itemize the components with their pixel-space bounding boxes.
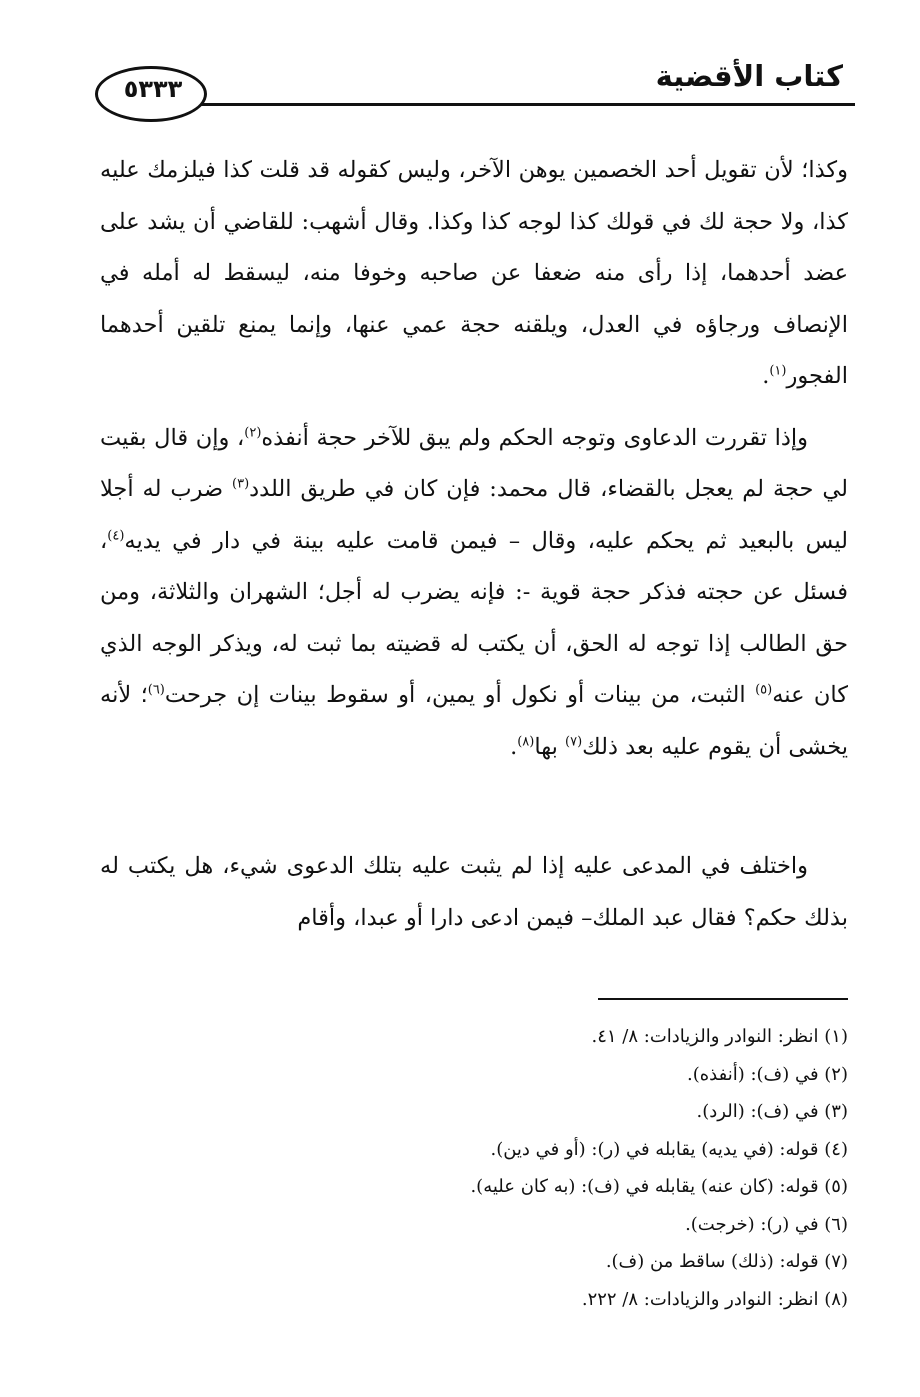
paragraph-text: بها (534, 733, 566, 760)
footnote-ref-8: (٨) (517, 734, 535, 749)
footnote-ref-7: (٧) (565, 734, 583, 749)
main-text (100, 145, 848, 944)
page-number: ٥٣٣٣ (123, 75, 183, 103)
footnote-item: (٣) في (ف): (الرد). (696, 1101, 848, 1122)
footnote-ref-6: (٦) (147, 682, 165, 698)
paragraph-text: وكذا؛ لأن تقويل أحد الخصمين يوهن الآخر، وليس كقوله قد قلت كذا فيلزمك عليه كذا، ولا حجة لك في قولك كذا لوجه كذا وكذا. وقال أشهب: للقاضي أن يشد على عضد أحدهما، إذا رأى منه ضعفا عن صاحبه وخوفا منه، ليسقط له أمله في الإنصاف ورجاؤه في العدل، ويلقنه حجة عمي عنها، وإنما يمنع تلقين أحدهما الفجور (100, 157, 848, 389)
paragraph-text: ضرب له أجلا ليس بالبعيد ثم يحكم عليه، وقال – فيمن قامت عليه بينة في دار في يديه (100, 476, 848, 554)
footnote-item: (٦) في (ر): (خرجت). (685, 1213, 848, 1235)
book-title: كتاب الأقضية (655, 59, 843, 93)
footnote-item: (٥) قوله: (كان عنه) يقابله في (ف): (به كان عليه). (470, 1176, 848, 1197)
paragraph-3 (100, 841, 848, 944)
paragraph-text: . (510, 733, 518, 760)
paragraph-text: ، فسئل عن حجته فذكر حجة قوية -: فإنه يضرب له أجل؛ الشهران والثلاثة، ومن حق الطالب إذا توجه له الحق، أن يكتب له قضيته بما ثبت له، ويذكر الوجه الذي كان عنه (100, 527, 849, 708)
paragraph-text: الثبت، من بينات أو نكول أو يمين، أو سقوط بينات إن جرحت (164, 682, 756, 708)
header-rule (200, 103, 855, 106)
footnote-item: (١) انظر: النوادر والزيادات: ٨/ ٤١. (591, 1026, 848, 1047)
footnote-ref-1: (١) (769, 363, 787, 379)
paragraph-text: ، وإن قال بقيت لي حجة لم يعجل بالقضاء، قال محمد: فإن كان في طريق اللدد (100, 424, 848, 502)
paragraph-text: ؛ لأنه يخشى أن يقوم عليه بعد ذلك (100, 682, 848, 760)
footnote-item: (٤) قوله: (في يديه) يقابله في (ر): (أو في دين). (490, 1138, 848, 1160)
paragraph-text: . (762, 363, 770, 389)
footnote-item: (٢) في (ف): (أنفذه). (686, 1063, 848, 1085)
paragraph-text: وإذا تقررت الدعاوى وتوجه الحكم ولم يبق للآخر حجة أنفذه (261, 424, 808, 451)
footnotes-list (400, 1018, 848, 1318)
footnote-ref-2: (٢) (244, 425, 262, 440)
footnote-ref-4: (٤) (107, 528, 125, 543)
paragraph-1 (100, 145, 848, 403)
page-header (95, 58, 855, 118)
footnote-ref-3: (٣) (232, 476, 250, 492)
footnote-item: (٨) انظر: النوادر والزيادات: ٨/ ٢٢٢. (581, 1288, 848, 1310)
footnote-item: (٧) قوله: (ذلك) ساقط من (ف). (605, 1251, 848, 1272)
footnote-ref-5: (٥) (755, 682, 773, 698)
paragraph-text: واختلف في المدعى عليه إذا لم يثبت عليه بتلك الدعوى شيء، هل يكتب له بذلك حكم؟ فقال عبد الملك– فيمن ادعى دارا أو عبدا، وأقام (100, 853, 848, 931)
paragraph-2 (100, 413, 848, 774)
footnote-separator (598, 998, 848, 1000)
